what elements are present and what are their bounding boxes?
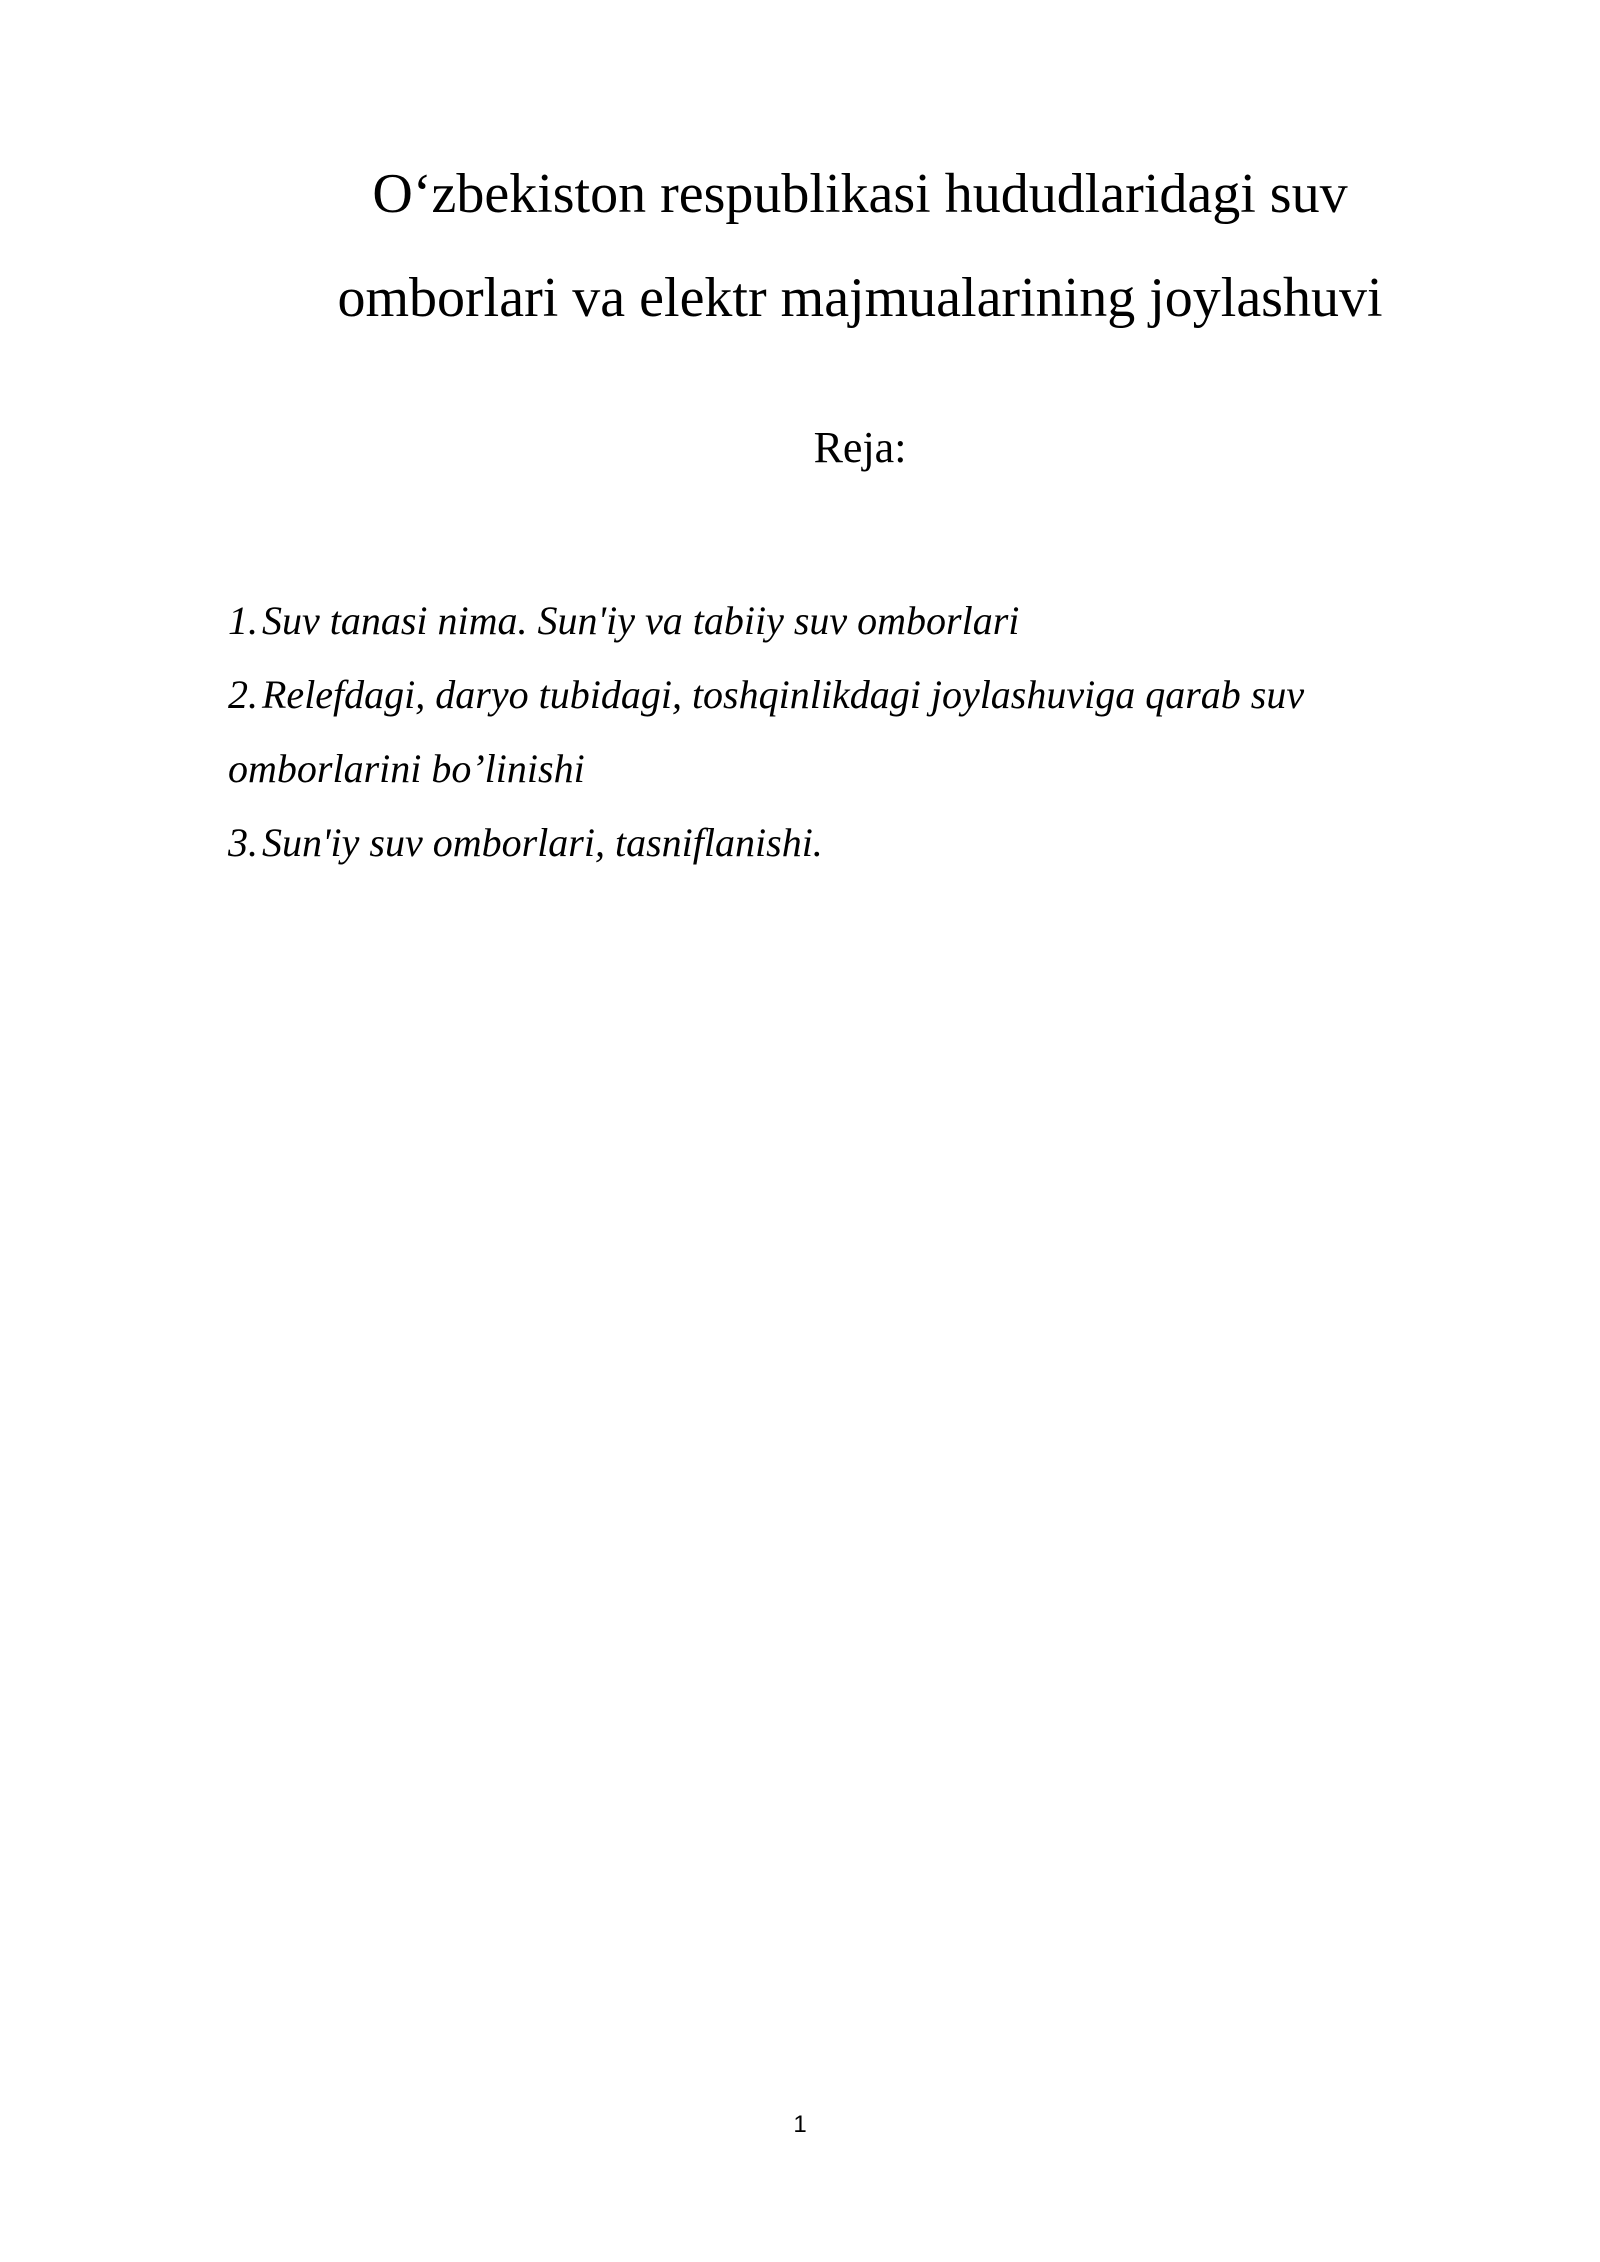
plan-item-continuation: omborlarini bo’linishi (228, 746, 585, 791)
document-title (200, 142, 1520, 350)
plan-item-text: Suv tanasi nima. Sun'iy va tabiiy suv omborlari (262, 598, 1020, 643)
plan-item-1 (228, 584, 1468, 658)
plan-item-number: 2. (228, 672, 258, 717)
plan-list (228, 584, 1468, 880)
title-line-2: omborlari va elektr majmualarining joylashuvi (337, 267, 1383, 329)
title-line-1: O‘zbekiston respublikasi hududlaridagi suv (372, 163, 1348, 225)
plan-item-number: 3. (228, 820, 258, 865)
plan-item-number: 1. (228, 598, 258, 643)
plan-item-text: Relefdagi, daryo tubidagi, toshqinlikdagi joylashuviga qarab suv (262, 672, 1305, 717)
plan-item-3 (228, 806, 1468, 880)
plan-heading: Reja: (813, 423, 907, 472)
plan-item-2 (228, 658, 1468, 806)
plan-item-text: Sun'iy suv omborlari, tasniflanishi. (262, 820, 823, 865)
page-number: 1 (793, 2111, 807, 2138)
